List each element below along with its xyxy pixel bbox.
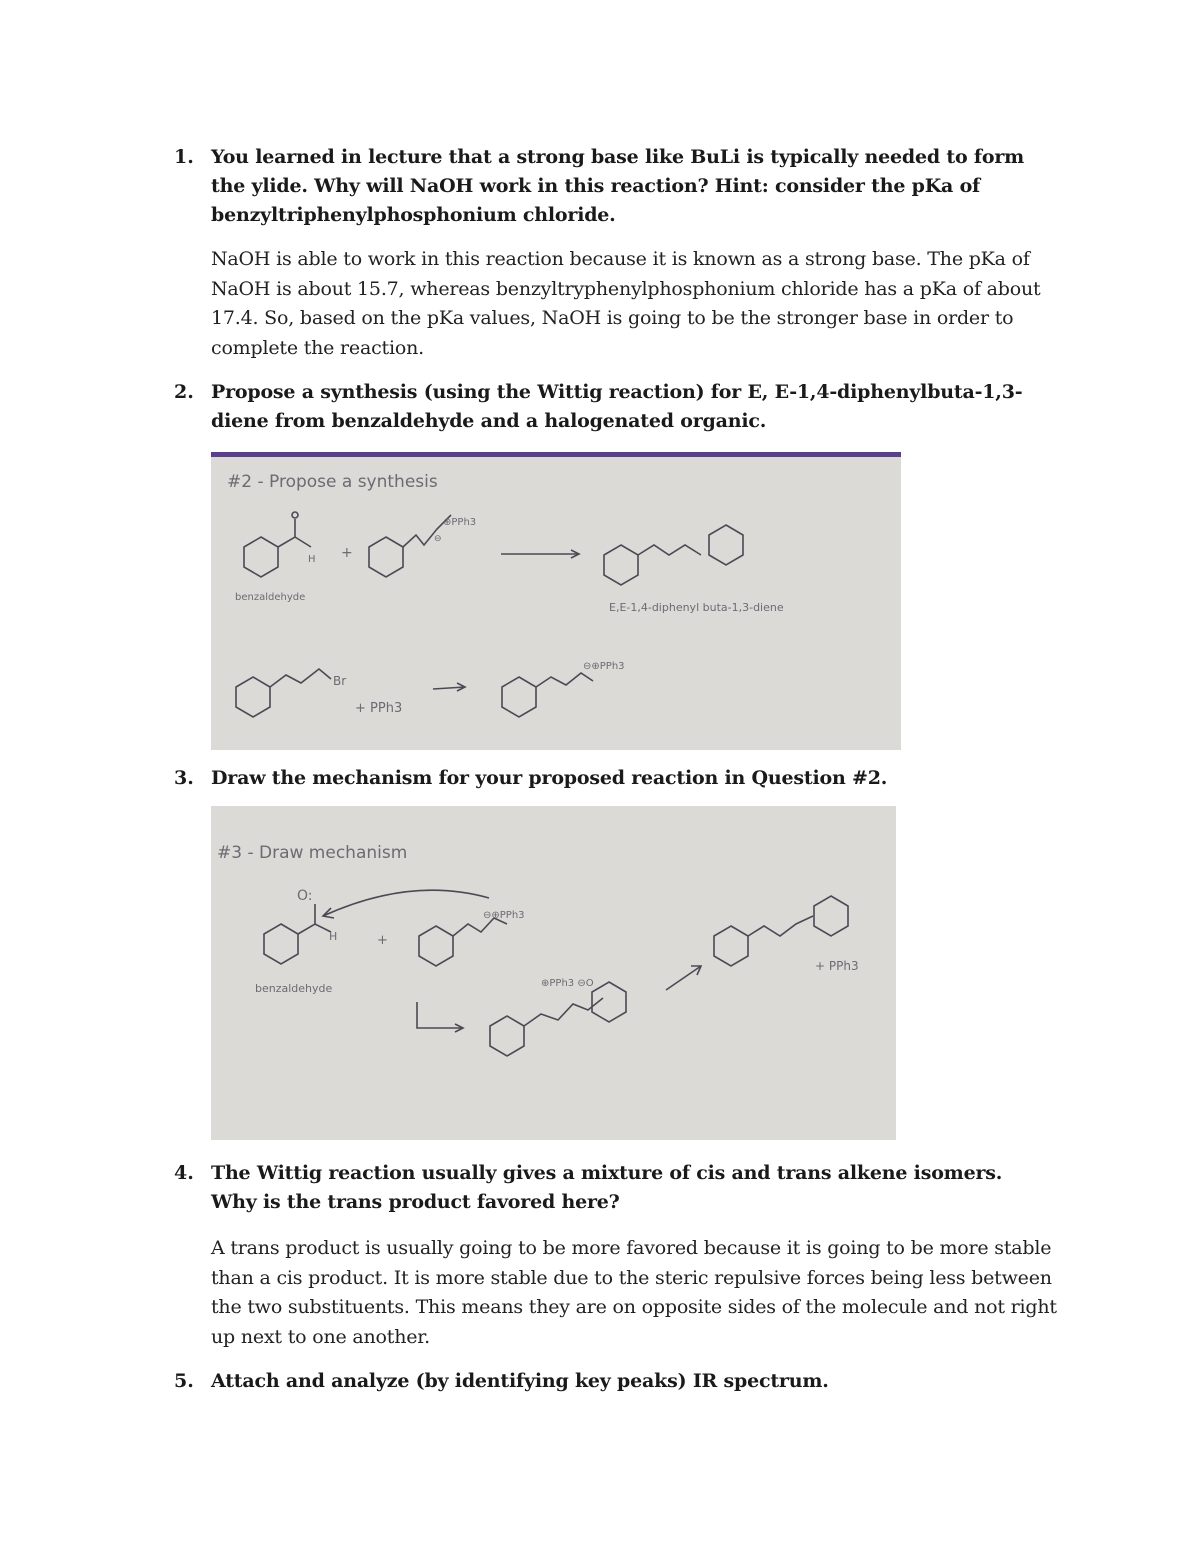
bromide-structure xyxy=(236,669,346,717)
benzaldehyde-structure xyxy=(264,888,337,964)
question-text: You learned in lecture that a strong base like BuLi is typically needed to form the ylide. Why will NaOH work in this reaction? Hint: consider the pKa of benzyltriphenylphosphonium chloride. xyxy=(211,146,1025,226)
ylide-structure xyxy=(369,515,476,577)
benzaldehyde-label: benzaldehyde xyxy=(235,592,306,603)
answer-4: A trans product is usually going to be more favored because it is going to be more stable than a cis product. It is more stable due to the steric repulsive forces being less between the two substituents. This means they are on opposite sides of the molecule and not right up next to one another. xyxy=(211,1237,1057,1348)
product-structure xyxy=(604,525,743,585)
svg-text:H: H xyxy=(308,554,316,565)
electron-arrow xyxy=(323,890,489,916)
photo-heading: #3 - Draw mechanism xyxy=(217,843,408,863)
question-number: 1. xyxy=(174,146,194,168)
question-text: The Wittig reaction usually gives a mixture of cis and trans alkene isomers. Why is the trans product favored here? xyxy=(211,1162,1003,1213)
ylide-structure xyxy=(419,910,525,966)
product-arrow xyxy=(666,966,701,990)
intermediate-structure xyxy=(490,978,626,1056)
svg-text:Br: Br xyxy=(333,674,347,688)
mechanism-photo xyxy=(211,806,896,1140)
svg-text:⊖⊕PPh3: ⊖⊕PPh3 xyxy=(483,910,525,921)
question-3 xyxy=(174,764,1054,793)
question-number: 4. xyxy=(174,1162,194,1184)
product-label: E,E-1,4-diphenyl buta-1,3-diene xyxy=(609,601,784,614)
question-text: Propose a synthesis (using the Wittig reaction) for E, E-1,4-diphenylbuta-1,3-diene from benzaldehyde and a halogenated organic. xyxy=(211,381,1023,432)
question-text: Attach and analyze (by identifying key peaks) IR spectrum. xyxy=(211,1370,829,1392)
benzaldehyde-label: benzaldehyde xyxy=(255,982,333,995)
plus-sign: + xyxy=(377,933,388,948)
question-number: 2. xyxy=(174,381,194,403)
synthesis-photo xyxy=(211,452,901,750)
svg-text:O:: O: xyxy=(297,888,313,904)
benzaldehyde-structure xyxy=(244,512,316,577)
svg-text:⊕PPh3: ⊕PPh3 xyxy=(443,517,477,528)
question-1 xyxy=(174,143,1054,230)
answer-1: NaOH is able to work in this reaction because it is known as a strong base. The pKa of NaOH is about 15.7, whereas benzyltryphenylphosphonium chloride has a pKa of about 17.4. So, based on the pKa values, NaOH is going to be the stronger base in order to complete the reaction. xyxy=(211,248,1041,359)
question-text: Draw the mechanism for your proposed reaction in Question #2. xyxy=(211,767,888,789)
pph3-reagent: + PPh3 xyxy=(355,701,403,716)
question-number: 3. xyxy=(174,767,194,789)
plus-sign: + xyxy=(341,545,353,561)
question-number: 5. xyxy=(174,1370,194,1392)
question-4 xyxy=(174,1159,1054,1217)
product-structure xyxy=(714,896,848,966)
byproduct-label: + PPh3 xyxy=(815,959,859,973)
photo-heading: #2 - Propose a synthesis xyxy=(227,472,438,492)
svg-text:H: H xyxy=(329,930,338,943)
svg-text:⊖: ⊖ xyxy=(434,534,442,544)
question-5 xyxy=(174,1367,1054,1396)
svg-text:⊕PPh3 ⊖O: ⊕PPh3 ⊖O xyxy=(541,978,594,989)
question-2 xyxy=(174,378,1054,436)
ylide-product-structure xyxy=(502,661,625,717)
svg-text:⊖⊕PPh3: ⊖⊕PPh3 xyxy=(583,661,625,672)
